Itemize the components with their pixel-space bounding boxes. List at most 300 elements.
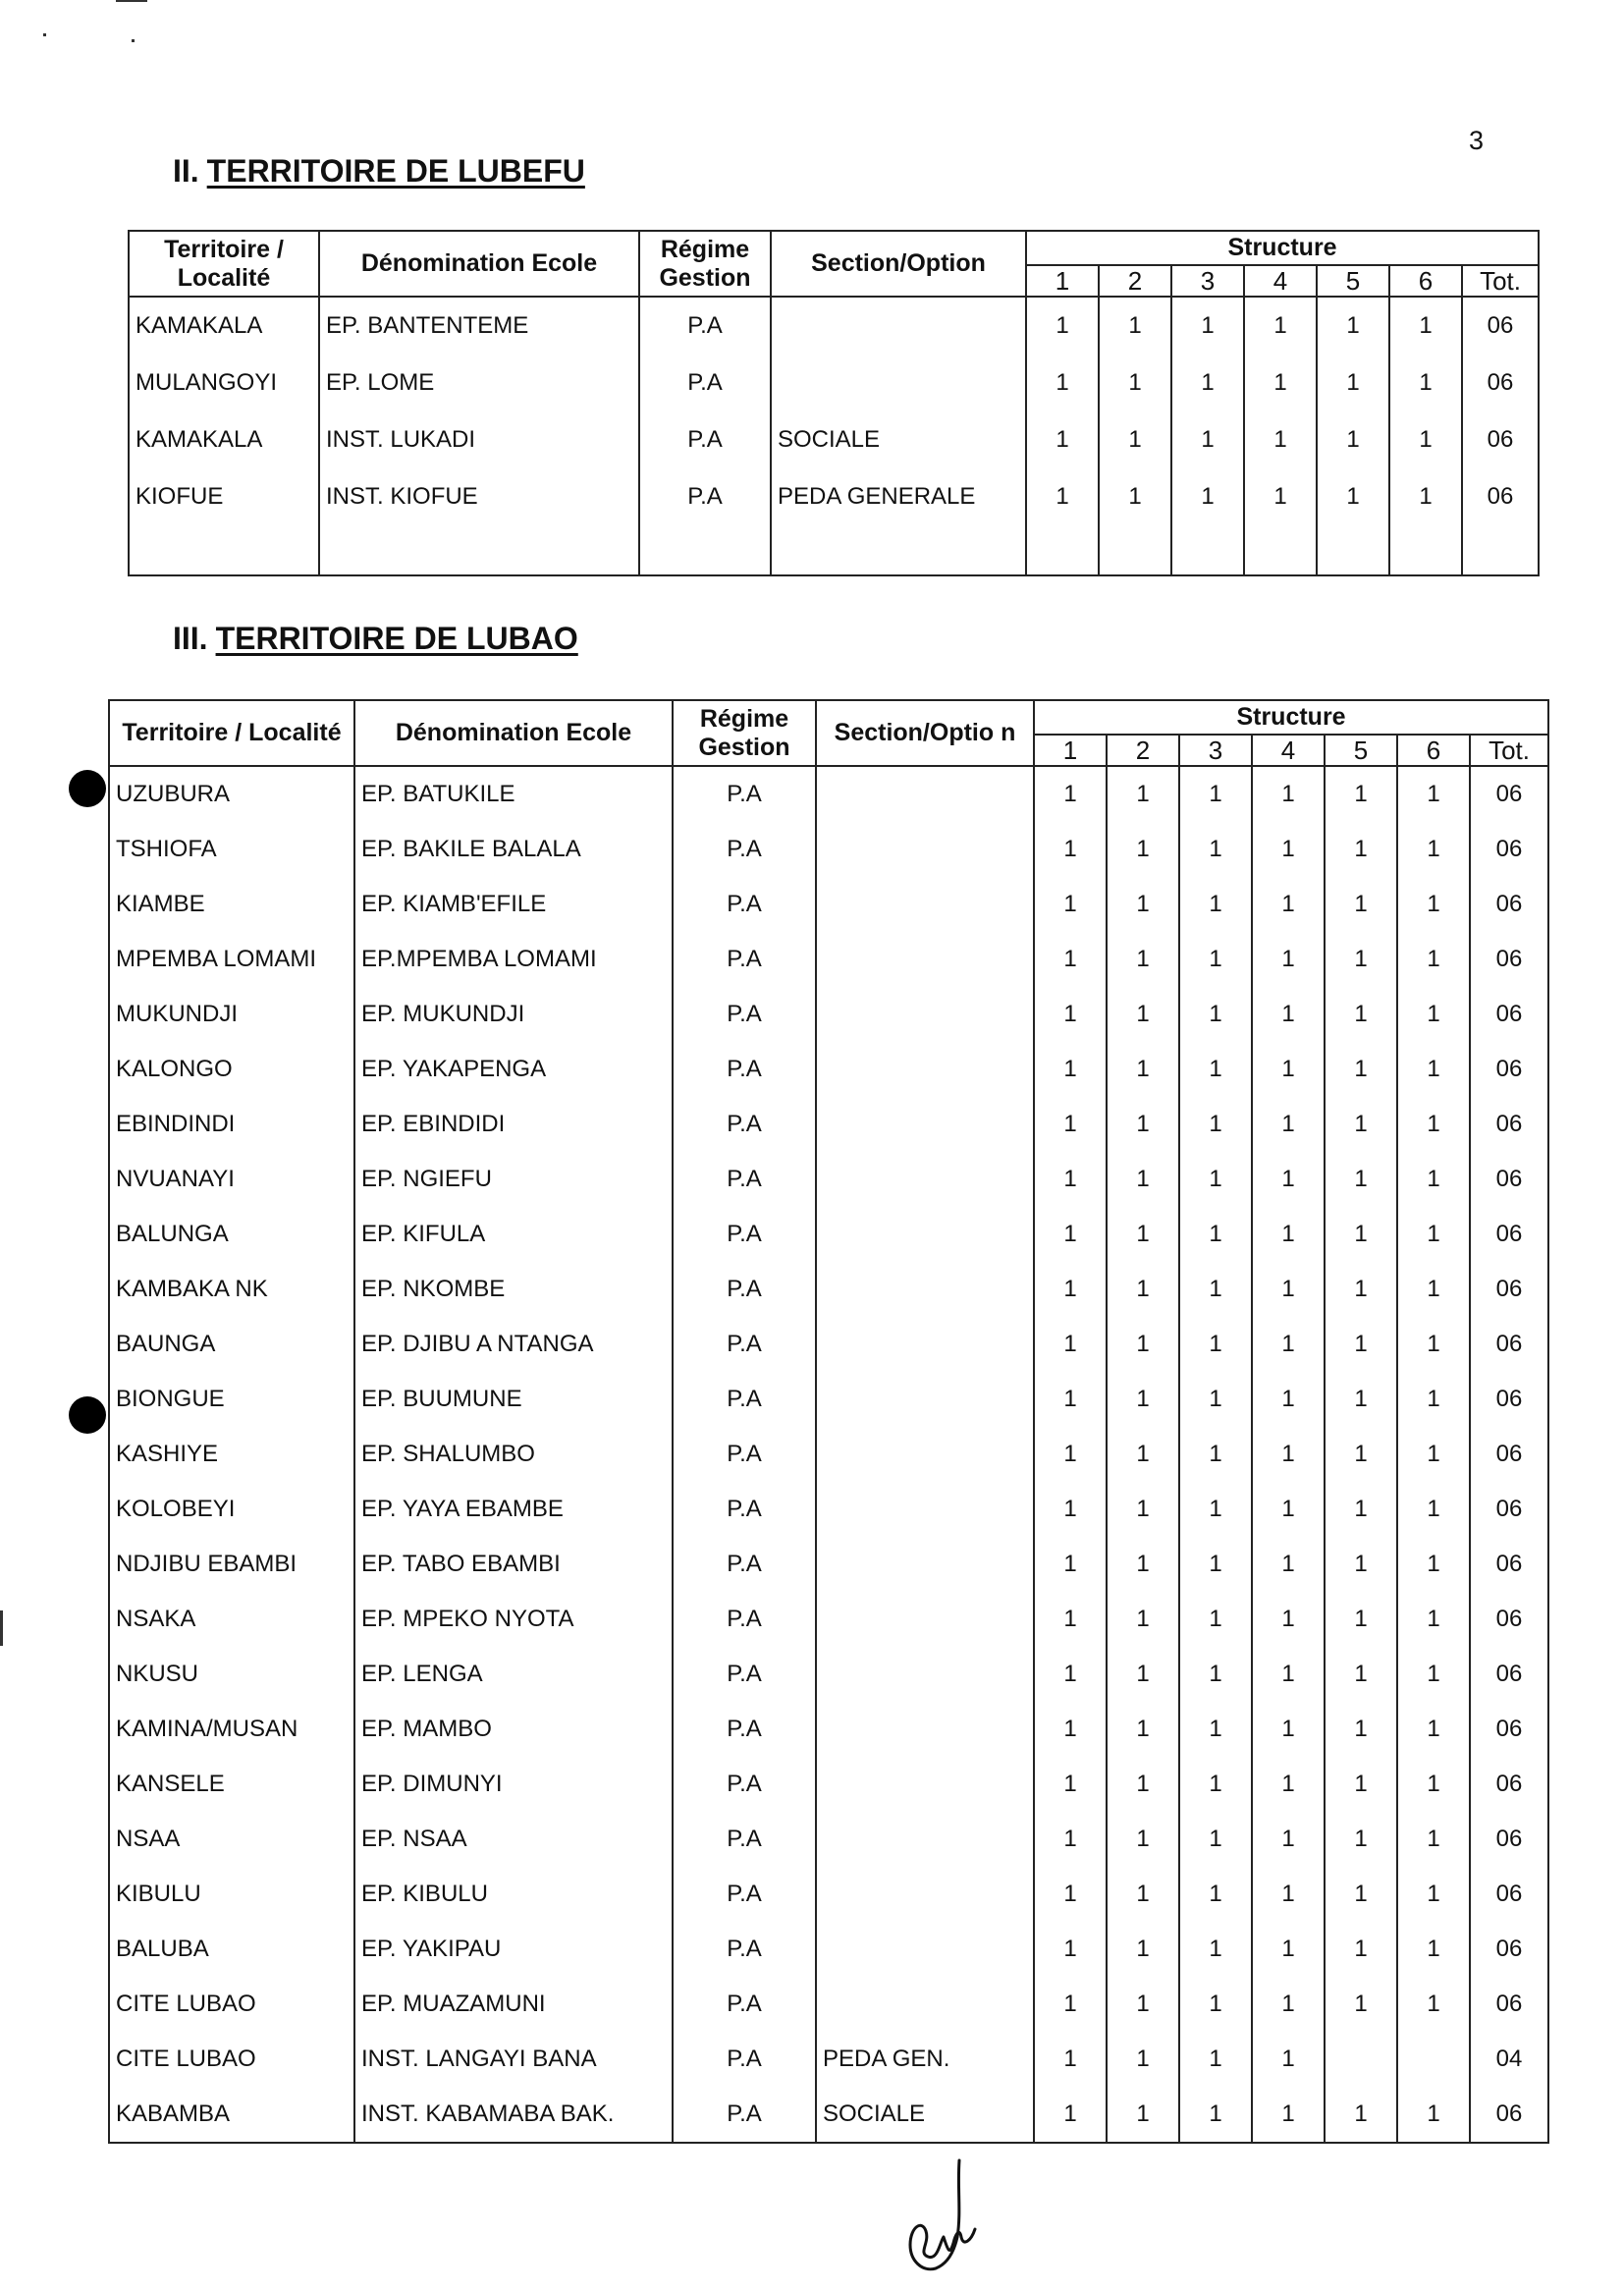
section-option-cell bbox=[816, 1262, 1034, 1317]
class-6-cell: 1 bbox=[1397, 1867, 1470, 1922]
class-5-cell: 1 bbox=[1325, 1977, 1397, 2032]
class-3-cell: 1 bbox=[1179, 877, 1252, 932]
table-row bbox=[129, 411, 1539, 468]
class-2-cell: 1 bbox=[1107, 1207, 1179, 1262]
class-2-cell: 1 bbox=[1107, 1152, 1179, 1207]
class-3-cell: 1 bbox=[1179, 932, 1252, 987]
class-1-cell: 1 bbox=[1034, 1977, 1107, 2032]
header-class-4: 4 bbox=[1244, 265, 1317, 297]
empty-cell bbox=[1026, 525, 1099, 575]
class-1-cell: 1 bbox=[1034, 1262, 1107, 1317]
class-2-cell: 1 bbox=[1107, 1812, 1179, 1867]
total-cell: 06 bbox=[1470, 1207, 1548, 1262]
class-5-cell: 1 bbox=[1317, 355, 1389, 411]
class-2-cell: 1 bbox=[1107, 766, 1179, 822]
total-cell: 06 bbox=[1470, 1702, 1548, 1757]
class-3-cell: 1 bbox=[1179, 1427, 1252, 1482]
total-cell: 06 bbox=[1470, 1537, 1548, 1592]
total-cell: 06 bbox=[1470, 1042, 1548, 1097]
locality-cell: MPEMBA LOMAMI bbox=[109, 932, 354, 987]
table-row bbox=[109, 1097, 1548, 1152]
table-row bbox=[109, 987, 1548, 1042]
header-regime: Régime Gestion bbox=[639, 231, 771, 297]
table-row bbox=[109, 877, 1548, 932]
locality-cell: NSAKA bbox=[109, 1592, 354, 1647]
locality-cell: NDJIBU EBAMBI bbox=[109, 1537, 354, 1592]
locality-cell: NSAA bbox=[109, 1812, 354, 1867]
total-cell: 06 bbox=[1470, 1152, 1548, 1207]
empty-cell bbox=[1244, 525, 1317, 575]
total-cell: 06 bbox=[1470, 822, 1548, 877]
total-cell: 06 bbox=[1470, 1812, 1548, 1867]
section-option-cell bbox=[816, 1372, 1034, 1427]
school-name-cell: EP. MAMBO bbox=[354, 1702, 673, 1757]
locality-cell: BIONGUE bbox=[109, 1372, 354, 1427]
header-class-6: 6 bbox=[1389, 265, 1462, 297]
total-cell: 06 bbox=[1470, 1757, 1548, 1812]
class-1-cell: 1 bbox=[1034, 1647, 1107, 1702]
section-option-cell bbox=[816, 1812, 1034, 1867]
scan-mark bbox=[0, 1610, 3, 1646]
scan-speck bbox=[43, 33, 46, 36]
header-locality: Territoire / Localité bbox=[129, 231, 319, 297]
locality-cell: MUKUNDJI bbox=[109, 987, 354, 1042]
class-4-cell: 1 bbox=[1252, 1757, 1325, 1812]
section-option-cell bbox=[816, 1482, 1034, 1537]
header-regime: Régime Gestion bbox=[673, 700, 816, 766]
table-row bbox=[109, 1702, 1548, 1757]
regime-cell: P.A bbox=[673, 766, 816, 822]
class-1-cell: 1 bbox=[1026, 297, 1099, 355]
class-1-cell: 1 bbox=[1034, 877, 1107, 932]
empty-cell bbox=[771, 525, 1026, 575]
empty-cell bbox=[1099, 525, 1171, 575]
locality-cell: KANSELE bbox=[109, 1757, 354, 1812]
header-structure: Structure bbox=[1034, 700, 1548, 735]
school-name-cell: INST. KABAMABA BAK. bbox=[354, 2087, 673, 2143]
class-6-cell: 1 bbox=[1397, 1207, 1470, 1262]
class-4-cell: 1 bbox=[1252, 2032, 1325, 2087]
class-6-cell: 1 bbox=[1397, 1482, 1470, 1537]
section-number: III. bbox=[173, 621, 208, 656]
regime-cell: P.A bbox=[673, 1097, 816, 1152]
table-row bbox=[109, 1152, 1548, 1207]
section-title: TERRITOIRE DE LUBAO bbox=[215, 621, 578, 656]
section-option-cell bbox=[816, 1592, 1034, 1647]
section-option-cell bbox=[816, 1757, 1034, 1812]
class-5-cell: 1 bbox=[1317, 468, 1389, 525]
class-4-cell: 1 bbox=[1252, 1592, 1325, 1647]
school-name-cell: EP. MPEKO NYOTA bbox=[354, 1592, 673, 1647]
class-5-cell: 1 bbox=[1325, 1647, 1397, 1702]
class-5-cell: 1 bbox=[1325, 1372, 1397, 1427]
section-option-cell bbox=[816, 1977, 1034, 2032]
class-4-cell: 1 bbox=[1252, 1922, 1325, 1977]
class-5-cell: 1 bbox=[1325, 1702, 1397, 1757]
table-row bbox=[109, 932, 1548, 987]
class-4-cell: 1 bbox=[1244, 411, 1317, 468]
class-4-cell: 1 bbox=[1252, 932, 1325, 987]
header-structure: Structure bbox=[1026, 231, 1539, 265]
class-3-cell: 1 bbox=[1179, 1372, 1252, 1427]
header-section-option: Section/Option bbox=[771, 231, 1026, 297]
class-1-cell: 1 bbox=[1034, 1757, 1107, 1812]
locality-cell: KABAMBA bbox=[109, 2087, 354, 2143]
class-3-cell: 1 bbox=[1179, 1592, 1252, 1647]
section-option-cell bbox=[816, 1702, 1034, 1757]
schools-table-lubefu bbox=[128, 230, 1540, 576]
section-title: TERRITOIRE DE LUBEFU bbox=[206, 153, 585, 189]
class-2-cell: 1 bbox=[1107, 1867, 1179, 1922]
class-4-cell: 1 bbox=[1252, 2087, 1325, 2143]
class-5-cell: 1 bbox=[1325, 1812, 1397, 1867]
class-5-cell bbox=[1325, 2032, 1397, 2087]
class-6-cell: 1 bbox=[1397, 987, 1470, 1042]
class-1-cell: 1 bbox=[1034, 1812, 1107, 1867]
class-1-cell: 1 bbox=[1034, 1867, 1107, 1922]
class-3-cell: 1 bbox=[1179, 1317, 1252, 1372]
class-4-cell: 1 bbox=[1252, 1427, 1325, 1482]
table-row bbox=[109, 1372, 1548, 1427]
school-name-cell: EP. KIAMB'EFILE bbox=[354, 877, 673, 932]
class-5-cell: 1 bbox=[1325, 766, 1397, 822]
class-4-cell: 1 bbox=[1244, 468, 1317, 525]
table-row bbox=[109, 1537, 1548, 1592]
regime-cell: P.A bbox=[673, 1647, 816, 1702]
section-option-cell bbox=[816, 987, 1034, 1042]
class-3-cell: 1 bbox=[1179, 1152, 1252, 1207]
punch-hole-icon bbox=[69, 1396, 106, 1434]
table-row bbox=[109, 1262, 1548, 1317]
regime-cell: P.A bbox=[673, 932, 816, 987]
class-3-cell: 1 bbox=[1179, 1207, 1252, 1262]
school-name-cell: EP. KIFULA bbox=[354, 1207, 673, 1262]
class-2-cell: 1 bbox=[1107, 1042, 1179, 1097]
class-5-cell: 1 bbox=[1325, 1537, 1397, 1592]
header-section-option: Section/Optio n bbox=[816, 700, 1034, 766]
total-cell: 06 bbox=[1470, 1262, 1548, 1317]
class-6-cell: 1 bbox=[1397, 1152, 1470, 1207]
locality-cell: KAMAKALA bbox=[129, 411, 319, 468]
school-name-cell: INST. LUKADI bbox=[319, 411, 639, 468]
school-name-cell: EP. LENGA bbox=[354, 1647, 673, 1702]
class-5-cell: 1 bbox=[1317, 411, 1389, 468]
section-option-cell: SOCIALE bbox=[816, 2087, 1034, 2143]
school-name-cell: INST. KIOFUE bbox=[319, 468, 639, 525]
locality-cell: KOLOBEYI bbox=[109, 1482, 354, 1537]
class-4-cell: 1 bbox=[1244, 355, 1317, 411]
table-row bbox=[109, 1042, 1548, 1097]
class-4-cell: 1 bbox=[1252, 1317, 1325, 1372]
class-3-cell: 1 bbox=[1179, 1977, 1252, 2032]
class-2-cell: 1 bbox=[1107, 1482, 1179, 1537]
class-6-cell: 1 bbox=[1397, 1262, 1470, 1317]
class-6-cell: 1 bbox=[1397, 932, 1470, 987]
regime-cell: P.A bbox=[673, 2087, 816, 2143]
class-1-cell: 1 bbox=[1034, 1537, 1107, 1592]
locality-cell: KAMBAKA NK bbox=[109, 1262, 354, 1317]
class-6-cell: 1 bbox=[1397, 2087, 1470, 2143]
class-3-cell: 1 bbox=[1171, 468, 1244, 525]
empty-row bbox=[129, 525, 1539, 575]
class-4-cell: 1 bbox=[1252, 822, 1325, 877]
empty-cell bbox=[1462, 525, 1539, 575]
regime-cell: P.A bbox=[673, 1262, 816, 1317]
class-1-cell: 1 bbox=[1034, 2032, 1107, 2087]
class-6-cell: 1 bbox=[1389, 411, 1462, 468]
header-class-2: 2 bbox=[1107, 735, 1179, 766]
school-name-cell: EP. KIBULU bbox=[354, 1867, 673, 1922]
class-1-cell: 1 bbox=[1034, 1317, 1107, 1372]
class-3-cell: 1 bbox=[1179, 2032, 1252, 2087]
empty-cell bbox=[1389, 525, 1462, 575]
table-row bbox=[109, 1867, 1548, 1922]
class-1-cell: 1 bbox=[1034, 1482, 1107, 1537]
total-cell: 06 bbox=[1470, 1317, 1548, 1372]
regime-cell: P.A bbox=[673, 1152, 816, 1207]
section-option-cell bbox=[816, 1867, 1034, 1922]
class-6-cell: 1 bbox=[1397, 1372, 1470, 1427]
school-name-cell: EP. SHALUMBO bbox=[354, 1427, 673, 1482]
class-6-cell: 1 bbox=[1397, 1537, 1470, 1592]
class-2-cell: 1 bbox=[1107, 987, 1179, 1042]
total-cell: 06 bbox=[1470, 932, 1548, 987]
regime-cell: P.A bbox=[639, 468, 771, 525]
class-5-cell: 1 bbox=[1325, 1757, 1397, 1812]
section-option-cell bbox=[816, 877, 1034, 932]
regime-cell: P.A bbox=[673, 1592, 816, 1647]
header-school-name: Dénomination Ecole bbox=[354, 700, 673, 766]
class-2-cell: 1 bbox=[1107, 1317, 1179, 1372]
school-name-cell: EP. BUUMUNE bbox=[354, 1372, 673, 1427]
class-3-cell: 1 bbox=[1171, 297, 1244, 355]
total-cell: 06 bbox=[1470, 1427, 1548, 1482]
regime-cell: P.A bbox=[673, 1922, 816, 1977]
class-6-cell: 1 bbox=[1397, 1702, 1470, 1757]
class-1-cell: 1 bbox=[1026, 355, 1099, 411]
header-class-3: 3 bbox=[1179, 735, 1252, 766]
empty-cell bbox=[319, 525, 639, 575]
locality-cell: BALUBA bbox=[109, 1922, 354, 1977]
class-5-cell: 1 bbox=[1325, 987, 1397, 1042]
class-6-cell: 1 bbox=[1397, 1097, 1470, 1152]
class-3-cell: 1 bbox=[1171, 355, 1244, 411]
school-name-cell: EP.MPEMBA LOMAMI bbox=[354, 932, 673, 987]
class-5-cell: 1 bbox=[1325, 822, 1397, 877]
header-class-5: 5 bbox=[1317, 265, 1389, 297]
class-4-cell: 1 bbox=[1244, 297, 1317, 355]
class-3-cell: 1 bbox=[1179, 1537, 1252, 1592]
section-option-cell bbox=[816, 766, 1034, 822]
table-row bbox=[109, 1757, 1548, 1812]
class-2-cell: 1 bbox=[1107, 1757, 1179, 1812]
total-cell: 06 bbox=[1470, 1647, 1548, 1702]
class-1-cell: 1 bbox=[1026, 468, 1099, 525]
class-6-cell: 1 bbox=[1389, 355, 1462, 411]
class-2-cell: 1 bbox=[1107, 877, 1179, 932]
class-2-cell: 1 bbox=[1107, 1262, 1179, 1317]
locality-cell: UZUBURA bbox=[109, 766, 354, 822]
class-6-cell: 1 bbox=[1397, 1977, 1470, 2032]
school-name-cell: EP. YAKIPAU bbox=[354, 1922, 673, 1977]
class-3-cell: 1 bbox=[1179, 1867, 1252, 1922]
table-body-lubefu bbox=[129, 297, 1539, 575]
class-6-cell: 1 bbox=[1397, 1812, 1470, 1867]
class-3-cell: 1 bbox=[1179, 766, 1252, 822]
empty-cell bbox=[129, 525, 319, 575]
total-cell: 04 bbox=[1470, 2032, 1548, 2087]
locality-cell: BAUNGA bbox=[109, 1317, 354, 1372]
table-row bbox=[109, 822, 1548, 877]
class-2-cell: 1 bbox=[1107, 1372, 1179, 1427]
class-2-cell: 1 bbox=[1107, 2087, 1179, 2143]
locality-cell: KALONGO bbox=[109, 1042, 354, 1097]
class-5-cell: 1 bbox=[1325, 1427, 1397, 1482]
school-name-cell: EP. NSAA bbox=[354, 1812, 673, 1867]
class-2-cell: 1 bbox=[1107, 1427, 1179, 1482]
section-option-cell bbox=[816, 932, 1034, 987]
table-row bbox=[109, 1977, 1548, 2032]
class-2-cell: 1 bbox=[1107, 1592, 1179, 1647]
class-5-cell: 1 bbox=[1325, 877, 1397, 932]
section-option-cell: PEDA GEN. bbox=[816, 2032, 1034, 2087]
class-2-cell: 1 bbox=[1107, 2032, 1179, 2087]
school-name-cell: EP. DIMUNYI bbox=[354, 1757, 673, 1812]
class-3-cell: 1 bbox=[1179, 1647, 1252, 1702]
class-2-cell: 1 bbox=[1107, 932, 1179, 987]
regime-cell: P.A bbox=[673, 1372, 816, 1427]
class-5-cell: 1 bbox=[1325, 1317, 1397, 1372]
regime-cell: P.A bbox=[673, 1757, 816, 1812]
table-body-lubao bbox=[109, 766, 1548, 2143]
class-5-cell: 1 bbox=[1325, 1042, 1397, 1097]
class-4-cell: 1 bbox=[1252, 1702, 1325, 1757]
table-row bbox=[109, 1427, 1548, 1482]
section-option-cell bbox=[771, 297, 1026, 355]
class-1-cell: 1 bbox=[1034, 822, 1107, 877]
school-name-cell: EP. YAYA EBAMBE bbox=[354, 1482, 673, 1537]
class-6-cell: 1 bbox=[1397, 1317, 1470, 1372]
section-option-cell bbox=[816, 1207, 1034, 1262]
section-option-cell bbox=[816, 822, 1034, 877]
school-name-cell: EP. BATUKILE bbox=[354, 766, 673, 822]
class-6-cell: 1 bbox=[1397, 1427, 1470, 1482]
total-cell: 06 bbox=[1462, 297, 1539, 355]
total-cell: 06 bbox=[1470, 1592, 1548, 1647]
regime-cell: P.A bbox=[639, 355, 771, 411]
total-cell: 06 bbox=[1462, 411, 1539, 468]
class-3-cell: 1 bbox=[1179, 1812, 1252, 1867]
locality-cell: MULANGOYI bbox=[129, 355, 319, 411]
class-2-cell: 1 bbox=[1099, 468, 1171, 525]
class-5-cell: 1 bbox=[1325, 1262, 1397, 1317]
section-option-cell bbox=[816, 1317, 1034, 1372]
section-heading-lubao bbox=[173, 621, 578, 657]
section-option-cell bbox=[816, 1537, 1034, 1592]
total-cell: 06 bbox=[1470, 1922, 1548, 1977]
section-option-cell: PEDA GENERALE bbox=[771, 468, 1026, 525]
punch-hole-icon bbox=[69, 770, 106, 807]
class-2-cell: 1 bbox=[1099, 411, 1171, 468]
class-5-cell: 1 bbox=[1317, 297, 1389, 355]
class-3-cell: 1 bbox=[1179, 1042, 1252, 1097]
class-4-cell: 1 bbox=[1252, 766, 1325, 822]
class-6-cell: 1 bbox=[1397, 1042, 1470, 1097]
regime-cell: P.A bbox=[639, 297, 771, 355]
header-total: Tot. bbox=[1462, 265, 1539, 297]
section-option-cell bbox=[816, 1647, 1034, 1702]
table-row bbox=[109, 1317, 1548, 1372]
school-name-cell: EP. BAKILE BALALA bbox=[354, 822, 673, 877]
table-row bbox=[109, 1592, 1548, 1647]
class-4-cell: 1 bbox=[1252, 1152, 1325, 1207]
scan-mark bbox=[116, 0, 147, 2]
locality-cell: KIBULU bbox=[109, 1867, 354, 1922]
total-cell: 06 bbox=[1470, 1482, 1548, 1537]
regime-cell: P.A bbox=[673, 1702, 816, 1757]
locality-cell: KIOFUE bbox=[129, 468, 319, 525]
class-5-cell: 1 bbox=[1325, 1482, 1397, 1537]
locality-cell: KASHIYE bbox=[109, 1427, 354, 1482]
class-4-cell: 1 bbox=[1252, 1372, 1325, 1427]
total-cell: 06 bbox=[1462, 355, 1539, 411]
class-4-cell: 1 bbox=[1252, 1647, 1325, 1702]
total-cell: 06 bbox=[1470, 1372, 1548, 1427]
regime-cell: P.A bbox=[673, 2032, 816, 2087]
class-5-cell: 1 bbox=[1325, 1152, 1397, 1207]
regime-cell: P.A bbox=[673, 1207, 816, 1262]
total-cell: 06 bbox=[1470, 766, 1548, 822]
class-5-cell: 1 bbox=[1325, 1207, 1397, 1262]
regime-cell: P.A bbox=[673, 1317, 816, 1372]
class-6-cell: 1 bbox=[1397, 877, 1470, 932]
header-class-1: 1 bbox=[1026, 265, 1099, 297]
table-row bbox=[109, 766, 1548, 822]
header-class-2: 2 bbox=[1099, 265, 1171, 297]
regime-cell: P.A bbox=[673, 822, 816, 877]
regime-cell: P.A bbox=[673, 987, 816, 1042]
locality-cell: CITE LUBAO bbox=[109, 2032, 354, 2087]
class-3-cell: 1 bbox=[1179, 1702, 1252, 1757]
class-3-cell: 1 bbox=[1179, 2087, 1252, 2143]
school-name-cell: EP. EBINDIDI bbox=[354, 1097, 673, 1152]
class-4-cell: 1 bbox=[1252, 1977, 1325, 2032]
total-cell: 06 bbox=[1462, 468, 1539, 525]
section-option-cell bbox=[816, 1427, 1034, 1482]
locality-cell: BALUNGA bbox=[109, 1207, 354, 1262]
table-row bbox=[109, 1922, 1548, 1977]
class-1-cell: 1 bbox=[1034, 987, 1107, 1042]
school-name-cell: INST. LANGAYI BANA bbox=[354, 2032, 673, 2087]
class-1-cell: 1 bbox=[1034, 1042, 1107, 1097]
locality-cell: EBINDINDI bbox=[109, 1097, 354, 1152]
header-class-3: 3 bbox=[1171, 265, 1244, 297]
class-4-cell: 1 bbox=[1252, 1097, 1325, 1152]
header-class-1: 1 bbox=[1034, 735, 1107, 766]
class-3-cell: 1 bbox=[1179, 1097, 1252, 1152]
section-option-cell bbox=[771, 355, 1026, 411]
class-3-cell: 1 bbox=[1179, 1482, 1252, 1537]
page-number: 3 bbox=[1469, 126, 1485, 155]
regime-cell: P.A bbox=[673, 1812, 816, 1867]
locality-cell: KAMINA/MUSAN bbox=[109, 1702, 354, 1757]
header-class-6: 6 bbox=[1397, 735, 1470, 766]
class-2-cell: 1 bbox=[1099, 297, 1171, 355]
table-row bbox=[109, 1482, 1548, 1537]
section-option-cell: SOCIALE bbox=[771, 411, 1026, 468]
school-name-cell: EP. MUAZAMUNI bbox=[354, 1977, 673, 2032]
class-1-cell: 1 bbox=[1034, 1922, 1107, 1977]
